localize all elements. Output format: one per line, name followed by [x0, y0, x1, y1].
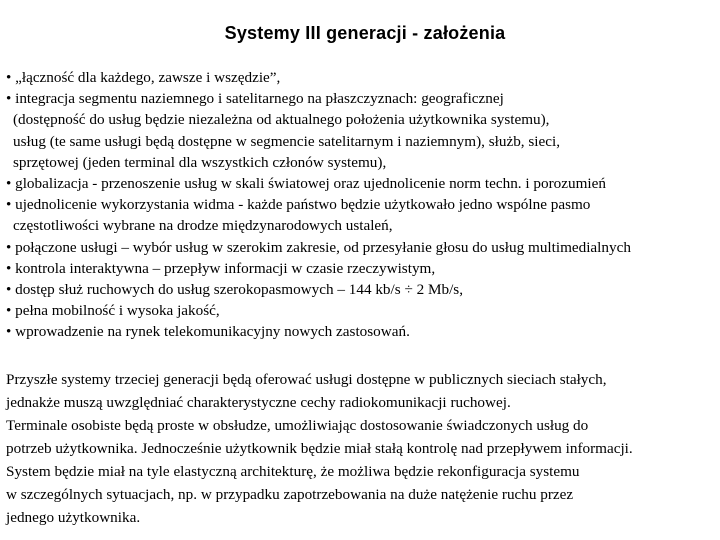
paragraph-line: Terminale osobiste będą proste w obsłudze, umożliwiając dostosowanie świadczonych usług do [6, 417, 589, 434]
paragraph-line: w szczególnych sytuacjach, np. w przypadku zapotrzebowania na duże natężenie ruchu przez [6, 486, 574, 503]
bullet-line: • wprowadzenie na rynek telekomunikacyjny nowych zastosowań. [6, 323, 410, 341]
bullet-continuation-line: sprzętowej (jeden terminal dla wszystkich członów systemu), [13, 153, 387, 171]
paragraph-line: System będzie miał na tyle elastyczną architekturę, że możliwa będzie rekonfiguracja systemu [6, 463, 580, 480]
bullet-continuation-line: usług (te same usługi będą dostępne w segmencie satelitarnym i naziemnym), służb, sieci, [13, 132, 561, 150]
paragraph-line: jednego użytkownika. [6, 509, 141, 526]
bullet-line: • połączone usługi – wybór usług w szerokim zakresie, od przesyłanie głosu do usług multimedialnych [6, 238, 631, 256]
slide-title: Systemy III generacji - założenia [224, 23, 506, 43]
bullet-line: • dostęp służ ruchowych do usług szerokopasmowych – 144 kb/s ÷ 2 Mb/s, [6, 280, 463, 298]
bullet-line: • kontrola interaktywna – przepływ informacji w czasie rzeczywistym, [6, 259, 436, 277]
bullet-line: • integracja segmentu naziemnego i satelitarnego na płaszczyznach: geograficznej [6, 90, 504, 108]
bullet-continuation-line: częstotliwości wybrane na drodze międzynarodowych ustaleń, [13, 217, 393, 235]
paragraph-line: jednakże muszą uwzględniać charakterystyczne cechy radiokomunikacji ruchowej. [6, 394, 511, 411]
bullet-line: • pełna mobilność i wysoka jakość, [6, 302, 220, 320]
bullet-list [6, 67, 720, 342]
bullet-continuation-line: (dostępność do usług będzie niezależna od aktualnego położenia użytkownika systemu), [13, 111, 550, 129]
bullet-line: • globalizacja - przenoszenie usług w skali światowej oraz ujednolicenie norm techn. i porozumień [6, 174, 606, 192]
bullet-line: • „łączność dla każdego, zawsze i wszędzie”, [6, 69, 281, 86]
paragraph-line: Przyszłe systemy trzeciej generacji będą oferować usługi dostępne w publicznych sieciach stałych, [6, 371, 607, 388]
bullet-line: • ujednolicenie wykorzystania widma - każde państwo będzie użytkowało jedno wspólne pasmo [6, 196, 591, 214]
summary-paragraph [6, 368, 720, 529]
paragraph-line: potrzeb użytkownika. Jednocześnie użytkownik będzie miał stałą kontrolę nad przepływem informacji. [6, 440, 633, 457]
